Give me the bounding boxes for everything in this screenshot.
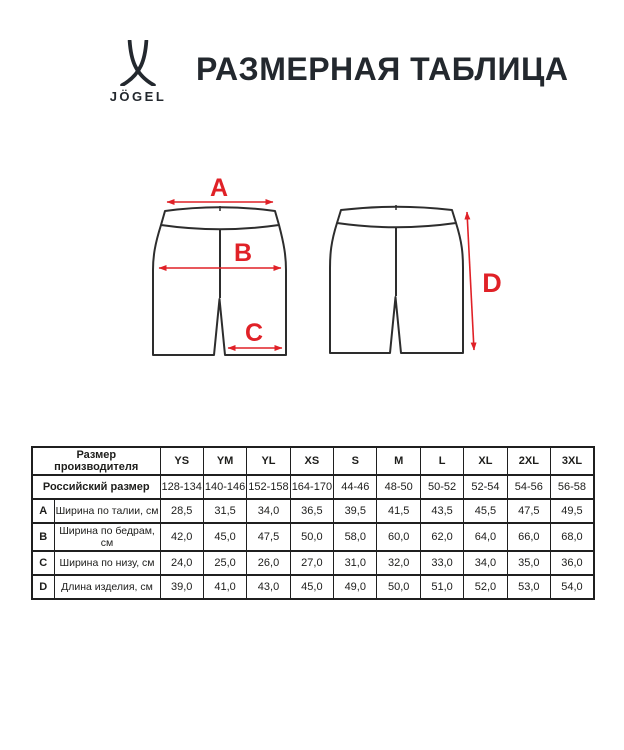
measure-label-b: B (233, 239, 253, 267)
parameter-value-cell: 60,0 (377, 523, 420, 551)
size-header-cell: L (420, 447, 463, 475)
parameter-value-cell: 35,0 (507, 551, 550, 575)
parameter-value-cell: 68,0 (551, 523, 594, 551)
size-header-cell: YS (160, 447, 203, 475)
parameter-value-cell: 62,0 (420, 523, 463, 551)
parameter-value-cell: 34,0 (464, 551, 507, 575)
size-header-cell: XS (290, 447, 333, 475)
parameter-value-cell: 45,0 (203, 523, 246, 551)
parameter-value-cell: 39,0 (160, 575, 203, 599)
size-header-cell: S (334, 447, 377, 475)
parameter-value-cell: 25,0 (203, 551, 246, 575)
parameter-value-cell: 42,0 (160, 523, 203, 551)
parameter-value-cell: 41,5 (377, 499, 420, 523)
parameter-value-cell: 49,5 (551, 499, 594, 523)
parameter-value-cell: 39,5 (334, 499, 377, 523)
russian-size-cell: 152-158 (247, 475, 290, 499)
parameter-value-cell: 33,0 (420, 551, 463, 575)
russian-size-cell: 52-54 (464, 475, 507, 499)
parameter-row (32, 523, 594, 551)
parameter-letter-cell: A (32, 499, 54, 523)
parameter-value-cell: 50,0 (290, 523, 333, 551)
parameter-row (32, 575, 594, 599)
russian-size-cell: 48-50 (377, 475, 420, 499)
shorts-back-drawing (330, 205, 463, 353)
parameter-value-cell: 64,0 (464, 523, 507, 551)
parameter-value-cell: 51,0 (420, 575, 463, 599)
parameter-value-cell: 41,0 (203, 575, 246, 599)
manufacturer-sizes-row (32, 447, 594, 475)
brand-logo-text: JÖGEL (109, 89, 167, 104)
parameter-letter-cell: C (32, 551, 54, 575)
russian-size-cell: 54-56 (507, 475, 550, 499)
size-header-cell: YM (203, 447, 246, 475)
russian-size-cell: 56-58 (551, 475, 594, 499)
size-header-cell: M (377, 447, 420, 475)
russian-sizes-row (32, 475, 594, 499)
parameter-letter-cell: D (32, 575, 54, 599)
parameter-value-cell: 66,0 (507, 523, 550, 551)
parameter-value-cell: 28,5 (160, 499, 203, 523)
russian-size-cell: 50-52 (420, 475, 463, 499)
parameter-value-cell: 54,0 (551, 575, 594, 599)
parameter-value-cell: 36,5 (290, 499, 333, 523)
parameter-value-cell: 32,0 (377, 551, 420, 575)
measure-arrow-d (467, 212, 474, 350)
parameter-value-cell: 47,5 (507, 499, 550, 523)
russian-row-label: Российский размер (32, 475, 160, 499)
parameter-value-cell: 27,0 (290, 551, 333, 575)
parameter-value-cell: 49,0 (334, 575, 377, 599)
parameter-value-cell: 53,0 (507, 575, 550, 599)
parameter-value-cell: 43,5 (420, 499, 463, 523)
parameter-value-cell: 45,0 (290, 575, 333, 599)
parameter-value-cell: 26,0 (247, 551, 290, 575)
size-header-cell: YL (247, 447, 290, 475)
size-table (31, 446, 595, 600)
shorts-front-drawing (153, 206, 286, 355)
parameter-value-cell: 31,0 (334, 551, 377, 575)
parameter-row (32, 551, 594, 575)
parameter-letter-cell: B (32, 523, 54, 551)
measure-label-d: D (482, 268, 502, 298)
russian-size-cell: 140-146 (203, 475, 246, 499)
russian-size-cell: 44-46 (334, 475, 377, 499)
measure-label-c: C (244, 319, 264, 347)
russian-size-cell: 128-134 (160, 475, 203, 499)
parameter-value-cell: 58,0 (334, 523, 377, 551)
manufacturer-row-label: Размер производителя (32, 447, 160, 475)
parameter-row (32, 499, 594, 523)
parameter-label-cell: Длина изделия, см (54, 575, 160, 599)
parameter-value-cell: 24,0 (160, 551, 203, 575)
size-header-cell: 2XL (507, 447, 550, 475)
size-header-cell: 3XL (551, 447, 594, 475)
parameter-value-cell: 47,5 (247, 523, 290, 551)
parameter-value-cell: 31,5 (203, 499, 246, 523)
parameter-value-cell: 52,0 (464, 575, 507, 599)
size-header-cell: XL (464, 447, 507, 475)
measure-label-a: A (209, 174, 229, 202)
parameter-value-cell: 50,0 (377, 575, 420, 599)
parameter-value-cell: 45,5 (464, 499, 507, 523)
parameter-label-cell: Ширина по талии, см (54, 499, 160, 523)
russian-size-cell: 164-170 (290, 475, 333, 499)
parameter-value-cell: 43,0 (247, 575, 290, 599)
parameter-label-cell: Ширина по низу, см (54, 551, 160, 575)
parameter-value-cell: 34,0 (247, 499, 290, 523)
parameter-value-cell: 36,0 (551, 551, 594, 575)
page-title: РАЗМЕРНАЯ ТАБЛИЦА (196, 51, 569, 87)
parameter-label-cell: Ширина по бедрам, см (54, 523, 160, 551)
